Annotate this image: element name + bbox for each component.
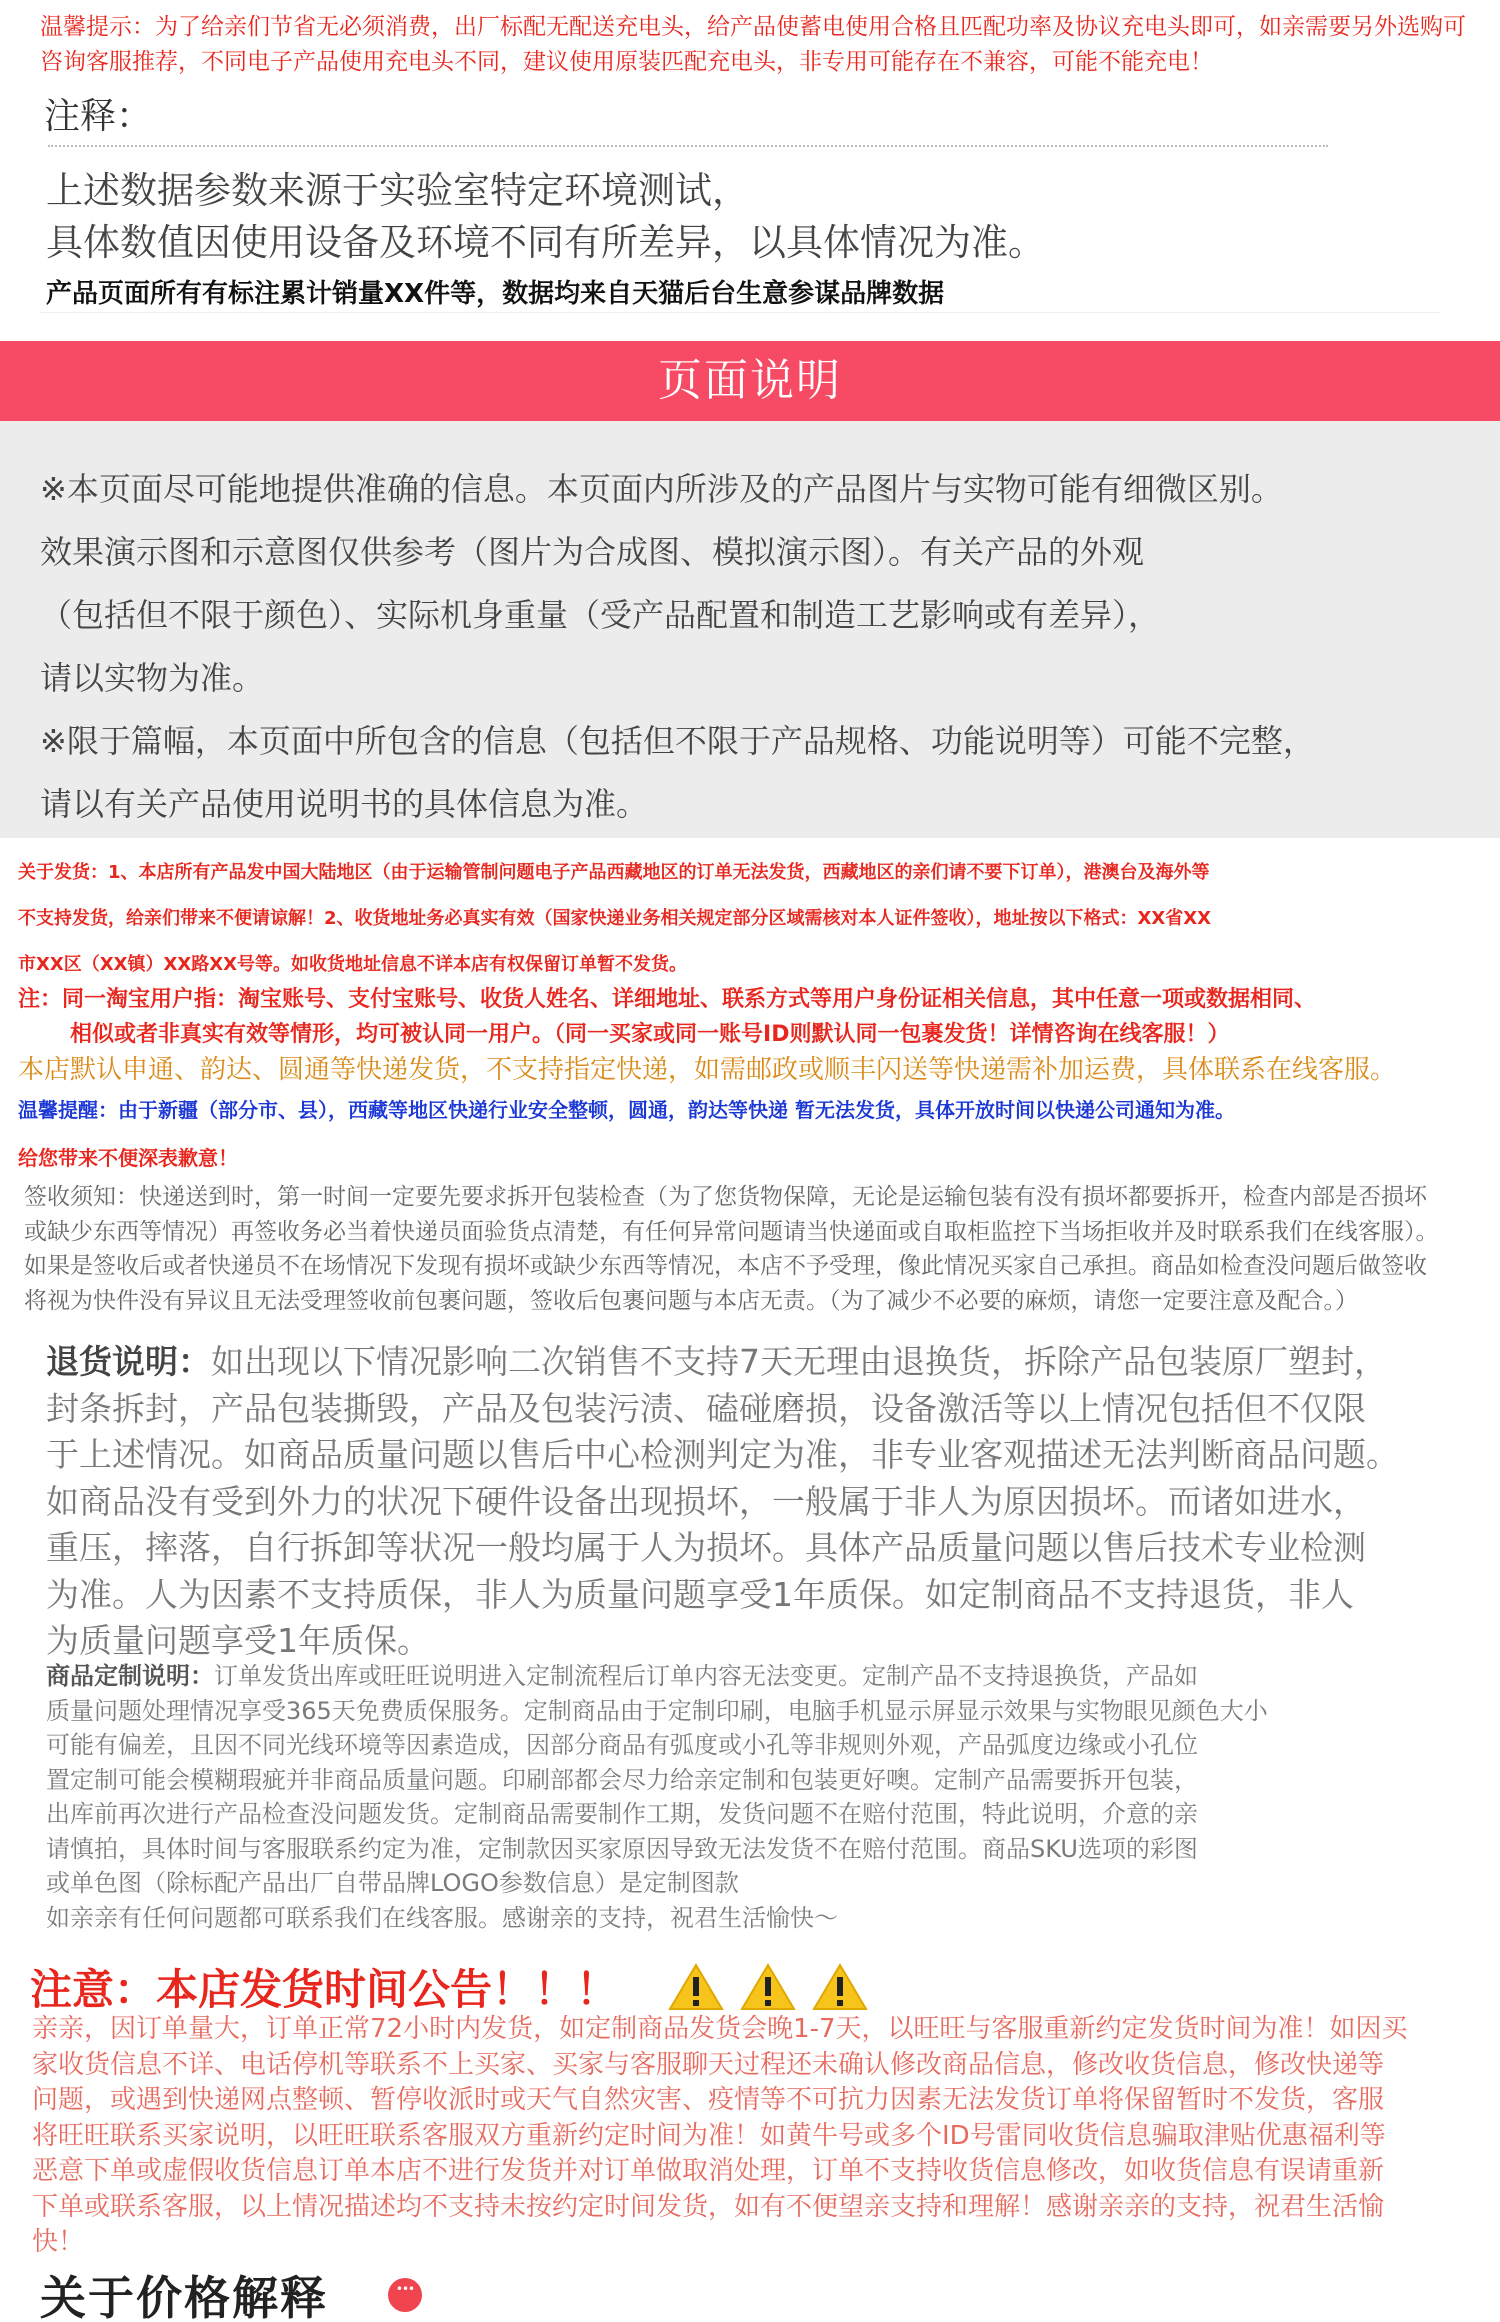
notes-body <box>46 165 1045 269</box>
warning-icon <box>812 1963 868 2011</box>
returns-policy <box>46 1339 1466 1665</box>
announcement-line: 恶意下单或虚假收货信息订单本店不进行发货并对订单做取消处理，订单不支持收货信息修改，如收货信息有误请重新 <box>32 2156 1385 2186</box>
warning-icon <box>668 1963 724 2011</box>
banner-title: 页面说明 <box>658 355 842 406</box>
announcement-line: 快！ <box>32 2227 85 2257</box>
page-notice-line: 效果演示图和示意图仅供参考（图片为合成图、模拟演示图）。有关产品的外观 <box>40 533 1145 571</box>
divider <box>40 312 1440 313</box>
returns-line: 重压，摔落，自行拆卸等状况一般均属于人为损坏。具体产品质量问题以售后技术专业检测 <box>46 1528 1366 1567</box>
announcement-line: 亲亲，因订单量大，订单正常72小时内发货，如定制商品发货会晚1-7天，以旺旺与客服重新约定发货时间为准！如因买 <box>32 2014 1408 2044</box>
returns-label: 退货说明： <box>46 1342 211 1381</box>
custom-line: 可能有偏差，且因不同光线环境等因素造成，因部分商品有弧度或小孔等非规则外观，产品弧度边缘或小孔位 <box>46 1731 1198 1759</box>
custom-line: 请慎拍，具体时间与客服联系约定为准，定制款因买家原因导致无法发货不在赔付范围。商品SKU选项的彩图 <box>46 1834 1198 1863</box>
announcement-line: 将旺旺联系买家说明，以旺旺联系客服双方重新约定时间为准！如黄牛号或多个ID号雷同收货信息骗取津贴优惠福利等 <box>32 2120 1386 2151</box>
notes-line: 上述数据参数来源于实验室特定环境测试， <box>46 169 749 212</box>
notes-line: 具体数值因使用设备及环境不同有所差异，以具体情况为准。 <box>46 221 1045 264</box>
notes-title: 注释： <box>44 96 153 137</box>
announcement-line: 问题，或遇到快递网点整顿、暂停收派时或天气自然灾害、疫情等不可抗力因素无法发货订单将保留暂时不发货，客服 <box>32 2085 1385 2115</box>
returns-line: 如出现以下情况影响二次销售不支持7天无理由退换货，拆除产品包装原厂塑封， <box>211 1342 1387 1381</box>
courier-notice: 本店默认申通、韵达、圆通等快递发货，不支持指定快递，如需邮政或顺丰闪送等快递需补加运费，具体联系在线客服。 <box>18 1055 1397 1085</box>
sign-line: 签收须知：快递送到时，第一时间一定要先要求拆开包装检查（为了您货物保障，无论是运输包装有没有损坏都要拆开，检查内部是否损坏 <box>24 1184 1427 1210</box>
same-user-line: 注：同一淘宝用户指：淘宝账号、支付宝账号、收货人姓名、详细地址、联系方式等用户身份证相关信息，其中任意一项或数据相同、 <box>18 987 1317 1012</box>
shipping-line: 市XX区（XX镇）XX路XX号等。如收货地址信息不详本店有权保留订单暂不发货。 <box>18 954 688 975</box>
page-notice-line: ※限于篇幅，本页面中所包含的信息（包括但不限于产品规格、功能说明等）可能不完整， <box>40 722 1315 760</box>
sales-data-note: 产品页面所有有标注累计销量XX件等，数据均来自天猫后台生意参谋品牌数据 <box>46 279 945 309</box>
sign-line: 将视为快件没有异议且无法受理签收前包裹问题，签收后包裹问题与本店无责。（为了减少不必要的麻烦，请您一定要注意及配合。） <box>24 1287 1358 1314</box>
same-user-notice <box>18 982 1488 1052</box>
apology-text: 给您带来不便深表歉意！ <box>18 1146 238 1170</box>
returns-line: 为质量问题享受1年质保。 <box>46 1621 430 1660</box>
returns-line: 为准。人为因素不支持质保，非人为质量问题享受1年质保。如定制商品不支持退货，非人 <box>46 1574 1354 1614</box>
page-notice-line: ※本页面尽可能地提供准确的信息。本页面内所涉及的产品图片与实物可能有细微区别。 <box>40 470 1283 508</box>
shipping-time-announcement-title: 注意：本店发货时间公告！！！ <box>30 1965 619 2014</box>
price-explanation-title: 关于价格解释 <box>40 2271 328 2322</box>
custom-product-policy <box>46 1659 1466 1935</box>
dotted-divider <box>48 145 1328 147</box>
shipping-time-announcement-body <box>32 2012 1472 2261</box>
charger-warning-text: 温馨提示：为了给亲们节省无必须消费，出厂标配无配送充电头，给产品使蓄电使用合格且匹配功率及协议充电头即可，如亲需要另外选购可咨询客服推荐，不同电子产品使用充电头不同，建议使用原装匹配充电头，非专用可能存在不兼容，可能不能充电！ <box>40 14 1466 75</box>
custom-line: 置定制可能会模糊瑕疵并非商品质量问题。印刷部都会尽力给亲定制和包装更好噢。定制产品需要拆开包装， <box>46 1765 1198 1794</box>
returns-line: 封条拆封，产品包装撕毁，产品及包装污渍、磕碰磨损，设备激活等以上情况包括但不仅限 <box>46 1388 1366 1428</box>
page-notice-line: 请以有关产品使用说明书的具体信息为准。 <box>40 785 649 823</box>
region-reminder: 温馨提醒：由于新疆（部分市、县），西藏等地区快递行业安全整顿，圆通，韵达等快递 暂无法发货，具体开放时间以快递公司通知为准。 <box>18 1098 1235 1122</box>
sign-line: 或缺少东西等情况）再签收务必当着快递员面验货点清楚，有任何异常问题请当快递面或自取柜监控下当场拒收并及时联系我们在线客服）。 <box>24 1218 1439 1245</box>
returns-line: 于上述情况。如商品质量问题以售后中心检测判定为准，非专业客观描述无法判断商品问题。 <box>46 1435 1399 1474</box>
shipping-line: 不支持发货，给亲们带来不便请谅解！2、收货地址务必真实有效（国家快递业务相关规定部分区域需核对本人证件签收），地址按以下格式：XX省XX <box>18 908 1212 929</box>
sign-line: 如果是签收后或者快递员不在场情况下发现有损坏或缺少东西等情况，本店不予受理，像此情况买家自己承担。商品如检查没问题后做签收 <box>24 1253 1427 1279</box>
chat-bubble-icon <box>388 2278 422 2312</box>
custom-line: 或单色图（除标配产品出厂自带品牌LOGO参数信息）是定制图款 <box>46 1869 739 1897</box>
custom-line: 质量问题处理情况享受365天免费质保服务。定制商品由于定制印刷，电脑手机显示屏显示效果与实物眼见颜色大小 <box>46 1696 1268 1725</box>
warning-icon <box>740 1963 796 2011</box>
custom-line: 出库前再次进行产品检查没问题发货。定制商品需要制作工期，发货问题不在赔付范围，特此说明，介意的亲 <box>46 1800 1198 1828</box>
custom-line: 如亲亲有任何问题都可联系我们在线客服。感谢亲的支持，祝君生活愉快～ <box>46 1903 838 1932</box>
returns-line: 如商品没有受到外力的状况下硬件设备出现损坏，一般属于非人为原因损坏。而诸如进水， <box>46 1481 1366 1521</box>
custom-label: 商品定制说明： <box>46 1662 214 1690</box>
shipping-line: 关于发货：1、本店所有产品发中国大陆地区（由于运输管制问题电子产品西藏地区的订单无法发货，西藏地区的亲们请不要下订单），港澳台及海外等 <box>18 862 1210 883</box>
page-notice-text <box>40 458 1480 836</box>
page-notice-line: 请以实物为准。 <box>40 659 265 697</box>
custom-line: 订单发货出库或旺旺说明进入定制流程后订单内容无法变更。定制产品不支持退换货，产品如 <box>214 1662 1198 1690</box>
page-description-banner <box>0 341 1500 421</box>
shipping-notice <box>18 850 1488 988</box>
announcement-line: 家收货信息不详、电话停机等联系不上买家、买家与客服聊天过程还未确认修改商品信息，修改收货信息，修改快递等 <box>32 2049 1385 2080</box>
announcement-line: 下单或联系客服，以上情况描述均不支持未按约定时间发货，如有不便望亲支持和理解！感谢亲亲的支持，祝君生活愉 <box>32 2191 1385 2222</box>
page-notice-line: （包括但不限于颜色）、实际机身重量（受产品配置和制造工艺影响或有差异）， <box>40 596 1161 634</box>
sign-notice <box>24 1180 1484 1318</box>
same-user-line: 相似或者非真实有效等情形，均可被认同一用户。（同一买家或同一账号ID则默认同一包裹发货！详情咨询在线客服！） <box>70 1022 1230 1047</box>
